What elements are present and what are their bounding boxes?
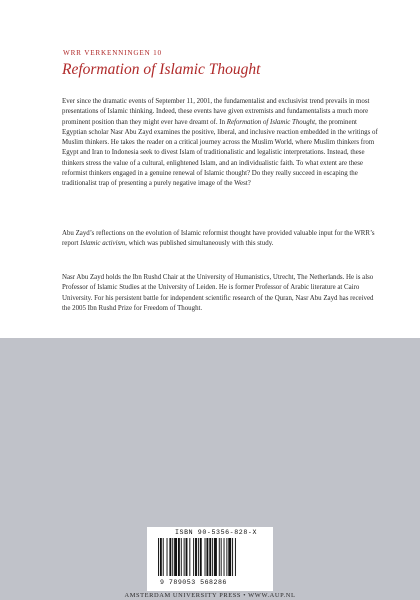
blurb-1-text-b: , the prominent Egyptian scholar Nasr Abu Zayd examines the positive, liberal, and inclusive reaction embedded in the writings of Muslim thinkers. He takes the reader on a critical journey across the Muslim World, where Muslim thinkers from Egypt and Iran to Indonesia seek to divest Islam of traditionalistic and legalistic interpretations. Instead, these thinkers stress the value of a cultural, enlightened Islam, and an individualistic faith. To what extent are these reformist thinkers engaged in a genuine renewal of Islamic thought? Do they really succeed in escaping the traditionalist trap of presenting a purely negative image of the West?	[62, 118, 378, 188]
series-label: WRR VERKENNINGEN 10	[63, 49, 162, 57]
barcode-icon	[156, 538, 264, 578]
blurb-2-text-a: Abu Zayd’s reflections on the evolution of Islamic reformist thought have provided valuable input for the WRR’s report	[62, 230, 375, 248]
book-title: Reformation of Islamic Thought	[62, 61, 261, 78]
blurb-2-italic-title: Islamic activism	[80, 240, 126, 248]
isbn-label: ISBN 90-5356-828-X	[175, 529, 258, 536]
blurb-2-text-b: , which was published simultaneously with this study.	[125, 240, 274, 248]
blurb-1-italic-title: Reformation of Islamic Thought	[226, 118, 316, 126]
barcode-number: 9 789053 568286	[160, 579, 227, 586]
publisher-line: AMSTERDAM UNIVERSITY PRESS • WWW.AUP.NL	[124, 592, 296, 599]
blurb-paragraph-1	[62, 97, 380, 190]
blurb-1-text-a: Ever since the dramatic events of September 11, 2001, the fundamentalist and exclusivist trend prevails in most presentations of Islamic thinking. Indeed, these events have given extremists and fundamentalists a much more prominent position than they might ever have dreamt of. In	[62, 98, 370, 126]
author-bio: Nasr Abu Zayd holds the Ibn Rushd Chair at the University of Humanistics, Utrecht, The Netherlands. He is also Professor of Islamic Studies at the University of Leiden. He is former Professor of Arabic literature at Cairo University. For his persistent battle for independent scientific research of the Quran, Nasr Abu Zayd has received the 2005 Ibn Rushd Prize for Freedom of Thought.	[62, 274, 374, 312]
blurb-paragraph-2	[62, 229, 380, 250]
